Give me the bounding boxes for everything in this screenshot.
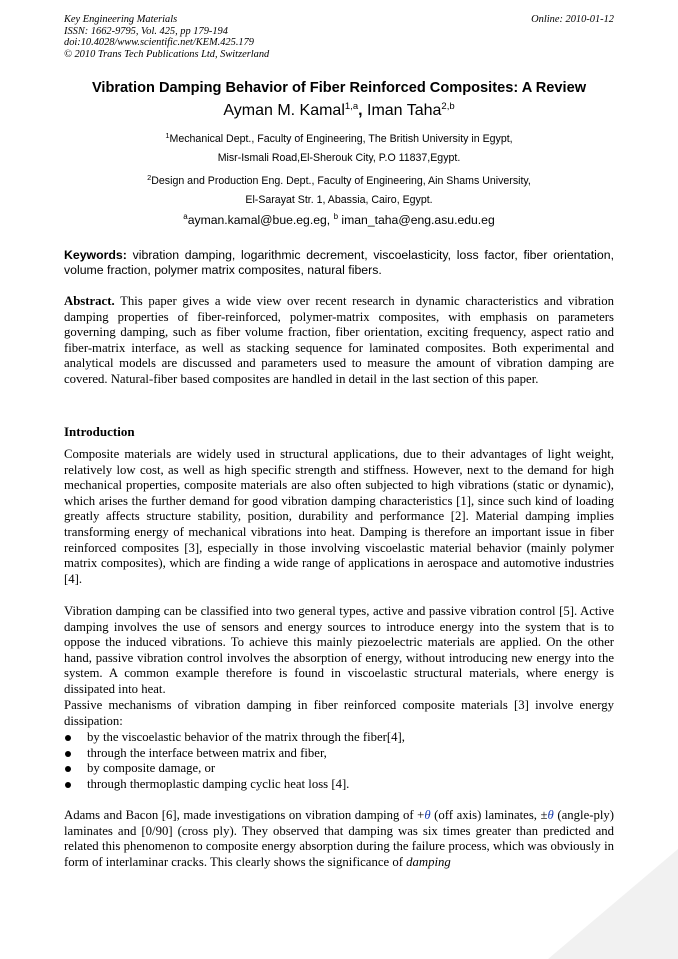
affiliation-2-line-2: El-Sarayat Str. 1, Abassia, Cairo, Egypt. bbox=[245, 194, 433, 206]
author-emails: $^a$ayman.kamal@bue.eg.eg, $^b$ iman_taha@eng.asu.edu.eg bbox=[183, 212, 495, 227]
list-item bbox=[64, 777, 614, 793]
list-item-text: by the viscoelastic behavior of the matrix through the fiber[4], bbox=[87, 730, 405, 744]
paragraph bbox=[64, 808, 614, 870]
paragraph: Passive mechanisms of vibration damping in fiber reinforced composite materials [3] involve energy dissipation: bbox=[64, 698, 614, 728]
email-address: ayman.kamal@bue.eg.eg bbox=[187, 213, 327, 227]
affiliation-superscript: 2 bbox=[147, 173, 152, 182]
keywords-text: vibration damping, logarithmic decrement, viscoelasticity, loss factor, fiber orientation, volume fraction, polymer matrix composites, natural fibers. bbox=[64, 248, 614, 277]
abstract-label: Abstract. bbox=[64, 294, 115, 308]
online-date: Online: 2010-01-12 bbox=[531, 14, 614, 25]
section-heading-introduction: Introduction bbox=[64, 424, 135, 439]
email-superscript: b bbox=[333, 212, 339, 221]
list-item-text: through thermoplastic damping cyclic heat loss [4]. bbox=[87, 776, 350, 791]
affiliation-1-line-1 bbox=[0, 131, 678, 145]
bullet-icon bbox=[65, 735, 71, 741]
journal-name: Key Engineering Materials bbox=[64, 14, 178, 25]
author-separator: , bbox=[358, 102, 367, 119]
affiliation-superscript: 1 bbox=[165, 131, 170, 140]
copyright-line: © 2010 Trans Tech Publications Ltd, Switzerland bbox=[64, 48, 270, 60]
text-run: (off axis) laminates, ± bbox=[430, 808, 548, 822]
paragraph: Composite materials are widely used in structural applications, due to their advantages of light weight, relatively low cost, as well as high specific strength and stiffness. However, next to the demand for high mechanical properties, composite materials are also often subjected to high vibrations (static or dynamic), which arises the further demand for good vibration damping characteristics [1], since such kind of loading greatly affects structure stability, position, durability and performance [2]. Material damping implies transforming energy of mechanical vibrations into heat. Damping is therefore an important issue in fiber reinforced composites [3], especially in those involving viscoelastic material behavior (mainly polymer matrix composites), which are finding a wide range of applications in aerospace and automotive industries [4]. bbox=[64, 447, 614, 586]
bullet-icon bbox=[65, 751, 71, 757]
affiliation-text: Mechanical Dept., Faculty of Engineering, The British University in Egypt, bbox=[169, 133, 513, 145]
paper-title: Vibration Damping Behavior of Fiber Reinforced Composites: A Review bbox=[91, 80, 587, 96]
text-run: Adams and Bacon [6], made investigations on vibration damping of + bbox=[64, 808, 425, 822]
author-name: Ayman M. Kamal bbox=[223, 102, 345, 119]
theta-symbol: θ bbox=[547, 808, 554, 822]
affiliation-1-line-2: Misr-Ismali Road,El-Sherouk City, P.O 11837,Egypt. bbox=[217, 152, 461, 164]
doi-line: doi:10.4028/www.scientific.net/KEM.425.179 bbox=[64, 37, 254, 48]
email-address: iman_taha@eng.asu.edu.eg bbox=[341, 213, 495, 227]
abstract-block bbox=[64, 294, 614, 388]
issn-line: ISSN: 1662-9795, Vol. 425, pp 179-194 bbox=[64, 25, 228, 37]
author-superscript: 2,b bbox=[441, 101, 455, 112]
author-name: Iman Taha bbox=[367, 102, 442, 119]
list-item bbox=[64, 761, 614, 777]
abstract-text: This paper gives a wide view over recent research in dynamic characteristics and vibration damping properties of fiber-reinforced, polymer-matrix composites, with emphasis on parameters governing damping, such as fiber volume fraction, fiber orientation, exciting frequency, aspect ratio and fiber-matrix interface, as well as stacking sequence for laminated composites. Both experimental and analytical models are discussed and parameters used to measure the amount of vibration damping are covered. Natural-fiber based composites are handled in detail in the last section of this paper. bbox=[64, 294, 614, 386]
author-list bbox=[0, 101, 678, 120]
keywords-block bbox=[64, 248, 614, 278]
keywords-label: Keywords: bbox=[64, 248, 127, 262]
running-header bbox=[64, 14, 269, 60]
affiliation-2-line-1 bbox=[0, 173, 678, 187]
bullet-list bbox=[64, 730, 614, 792]
list-item-text: by composite damage, or bbox=[87, 761, 216, 775]
emphasis-text: damping bbox=[406, 854, 451, 869]
list-item-text: through the interface between matrix and fiber, bbox=[87, 745, 327, 760]
affiliation-text: Design and Production Eng. Dept., Faculty of Engineering, Ain Shams University, bbox=[151, 175, 531, 187]
list-item bbox=[64, 746, 614, 762]
text-run: (angle-ply) laminates and [0/90] (cross ply). They observed that damping was six times greater than predicted and related this phenomenon to composite energy absorption during the failure process, which was obviously in form of interlaminar cracks. This clearly shows the significance of bbox=[64, 808, 615, 869]
watermark-graphic bbox=[548, 849, 678, 959]
email-superscript: a bbox=[183, 212, 188, 221]
author-superscript: 1,a bbox=[344, 101, 359, 112]
bullet-icon bbox=[65, 782, 71, 788]
list-item bbox=[64, 730, 614, 746]
bullet-icon bbox=[65, 766, 71, 772]
paragraph: Vibration damping can be classified into two general types, active and passive vibration control [5]. Active damping involves the use of sensors and energy sources to introduce energy into the system that is to oppose the induced vibrations. To achieve this mainly piezoelectric materials are applied. On the other hand, passive vibration control involves the absorption of energy, without introducing new energy into the system. A common example therefore is found in viscoelastic structural materials, where energy is dissipated into heat. bbox=[64, 604, 614, 696]
theta-symbol: θ bbox=[424, 808, 431, 822]
